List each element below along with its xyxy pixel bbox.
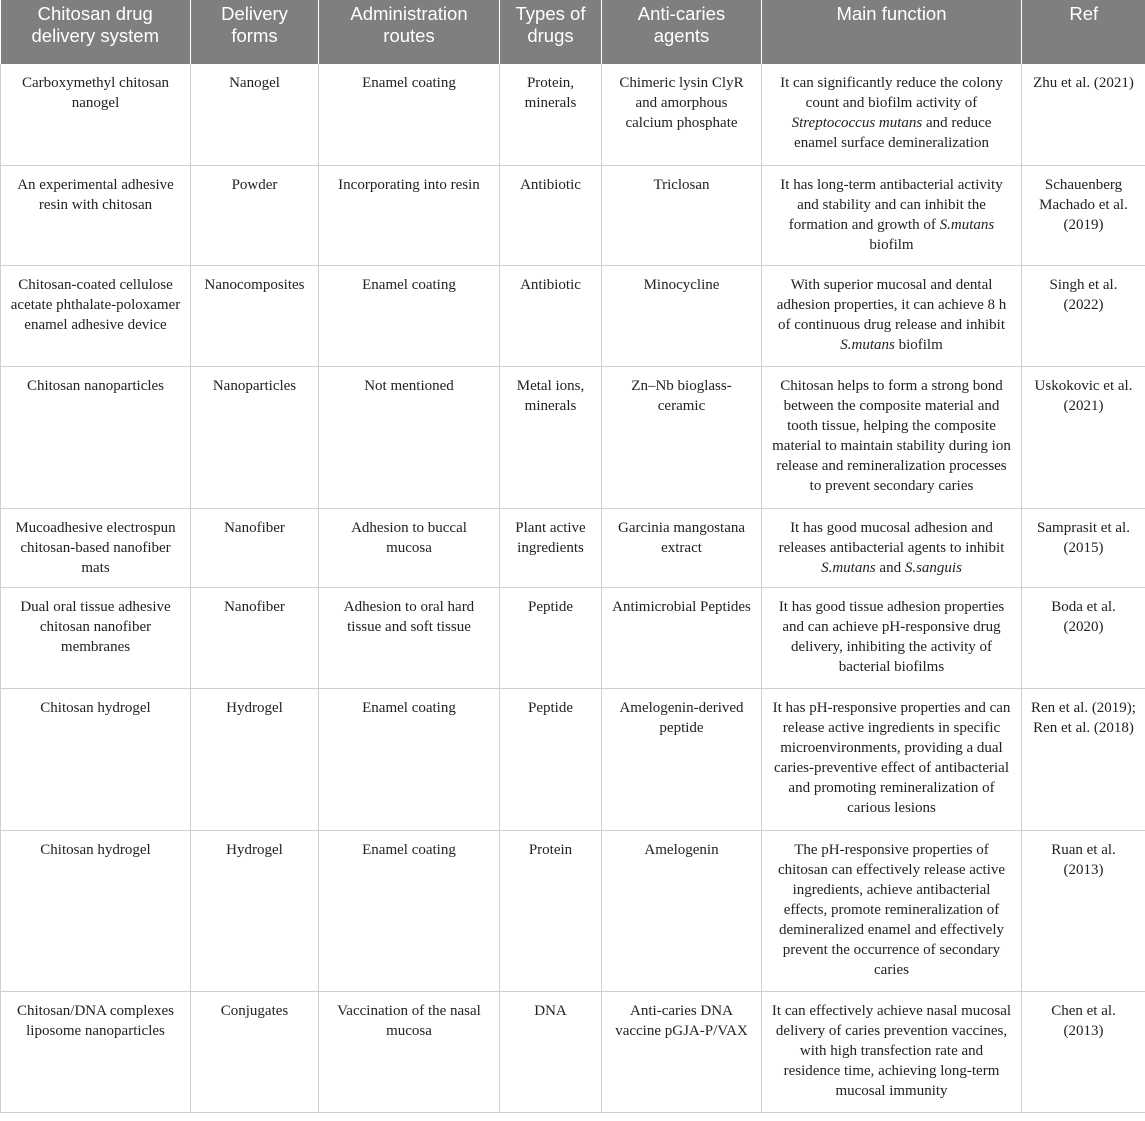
cell-function: With superior mucosal and dental adhesion properties, it can achieve 8 h of continuous drug release and inhibit S.mutans biofilm (762, 265, 1022, 366)
cell-agent: Antimicrobial Peptides (602, 587, 762, 688)
cell-drug-type: Peptide (500, 587, 602, 688)
cell-agent: Anti-caries DNA vaccine pGJA-P/VAX (602, 991, 762, 1112)
cell-drug-type: Peptide (500, 688, 602, 830)
cell-drug-type: Metal ions, minerals (500, 366, 602, 508)
cell-system: An experimental adhesive resin with chitosan (1, 165, 191, 265)
cell-ref: Singh et al. (2022) (1022, 265, 1145, 366)
table-row (1, 165, 1145, 265)
cell-system: Mucoadhesive electrospun chitosan-based nanofiber mats (1, 508, 191, 587)
cell-function: It can effectively achieve nasal mucosal delivery of caries prevention vaccines, with high transfection rate and residence time, achieving long-term mucosal immunity (762, 991, 1022, 1112)
cell-ref: Ruan et al. (2013) (1022, 830, 1145, 991)
cell-agent: Amelogenin (602, 830, 762, 991)
cell-form: Hydrogel (191, 830, 319, 991)
cell-form: Nanofiber (191, 587, 319, 688)
cell-form: Powder (191, 165, 319, 265)
cell-route: Enamel coating (319, 64, 500, 165)
cell-route: Adhesion to oral hard tissue and soft tissue (319, 587, 500, 688)
cell-drug-type: Protein, minerals (500, 64, 602, 165)
cell-route: Enamel coating (319, 830, 500, 991)
cell-drug-type: Plant active ingredients (500, 508, 602, 587)
cell-form: Conjugates (191, 991, 319, 1112)
table-row (1, 991, 1145, 1112)
cell-route: Incorporating into resin (319, 165, 500, 265)
table-row (1, 688, 1145, 830)
cell-route: Not mentioned (319, 366, 500, 508)
cell-system: Chitosan nanoparticles (1, 366, 191, 508)
cell-system: Carboxymethyl chitosan nanogel (1, 64, 191, 165)
cell-drug-type: DNA (500, 991, 602, 1112)
cell-system: Chitosan hydrogel (1, 830, 191, 991)
cell-function: The pH-responsive properties of chitosan can effectively release active ingredients, achieve antibacterial effects, promote remineralization of demineralized enamel and effectively prevent the occurrence of secondary caries (762, 830, 1022, 991)
cell-function: It has long-term antibacterial activity and stability and can inhibit the formation and growth of S.mutans biofilm (762, 165, 1022, 265)
cell-function: Chitosan helps to form a strong bond between the composite material and tooth tissue, helping the composite material to maintain stability during ion release and remineralization processes to prevent secondary caries (762, 366, 1022, 508)
header-form: Delivery forms (191, 0, 319, 64)
cell-system: Chitosan-coated cellulose acetate phthalate-poloxamer enamel adhesive device (1, 265, 191, 366)
cell-ref: Uskokovic et al. (2021) (1022, 366, 1145, 508)
cell-drug-type: Protein (500, 830, 602, 991)
cell-agent: Amelogenin-derived peptide (602, 688, 762, 830)
cell-form: Nanoparticles (191, 366, 319, 508)
header-row (1, 0, 1145, 64)
cell-system: Chitosan/DNA complexes liposome nanoparticles (1, 991, 191, 1112)
table-row (1, 265, 1145, 366)
header-function: Main function (762, 0, 1022, 64)
header-route: Administration routes (319, 0, 500, 64)
cell-system: Chitosan hydrogel (1, 688, 191, 830)
table-row (1, 830, 1145, 991)
cell-ref: Ren et al. (2019); Ren et al. (2018) (1022, 688, 1145, 830)
table-row (1, 587, 1145, 688)
cell-ref: Boda et al. (2020) (1022, 587, 1145, 688)
cell-function: It has good mucosal adhesion and releases antibacterial agents to inhibit S.mutans and S.sanguis (762, 508, 1022, 587)
header-ref: Ref (1022, 0, 1145, 64)
cell-ref: Chen et al. (2013) (1022, 991, 1145, 1112)
cell-function: It has good tissue adhesion properties and can achieve pH-responsive drug delivery, inhibiting the activity of bacterial biofilms (762, 587, 1022, 688)
cell-agent: Garcinia mangostana extract (602, 508, 762, 587)
cell-agent: Triclosan (602, 165, 762, 265)
cell-ref: Zhu et al. (2021) (1022, 64, 1145, 165)
cell-drug-type: Antibiotic (500, 265, 602, 366)
cell-ref: Samprasit et al. (2015) (1022, 508, 1145, 587)
cell-drug-type: Antibiotic (500, 165, 602, 265)
cell-agent: Chimeric lysin ClyR and amorphous calcium phosphate (602, 64, 762, 165)
header-system: Chitosan drug delivery system (1, 0, 191, 64)
table-row (1, 64, 1145, 165)
cell-form: Nanogel (191, 64, 319, 165)
cell-ref: Schauenberg Machado et al. (2019) (1022, 165, 1145, 265)
cell-route: Vaccination of the nasal mucosa (319, 991, 500, 1112)
cell-function: It has pH-responsive properties and can release active ingredients in specific microenvironments, providing a dual caries-preventive effect of antibacterial and promoting remineralization of carious lesions (762, 688, 1022, 830)
cell-function: It can significantly reduce the colony count and biofilm activity of Streptococcus mutans and reduce enamel surface demineralization (762, 64, 1022, 165)
table-row (1, 366, 1145, 508)
cell-route: Enamel coating (319, 688, 500, 830)
cell-agent: Minocycline (602, 265, 762, 366)
table-row (1, 508, 1145, 587)
cell-form: Hydrogel (191, 688, 319, 830)
header-agent: Anti-caries agents (602, 0, 762, 64)
cell-agent: Zn–Nb bioglass-ceramic (602, 366, 762, 508)
cell-form: Nanofiber (191, 508, 319, 587)
cell-system: Dual oral tissue adhesive chitosan nanofiber membranes (1, 587, 191, 688)
cell-route: Adhesion to buccal mucosa (319, 508, 500, 587)
cell-route: Enamel coating (319, 265, 500, 366)
header-drug-type: Types of drugs (500, 0, 602, 64)
cell-form: Nanocomposites (191, 265, 319, 366)
